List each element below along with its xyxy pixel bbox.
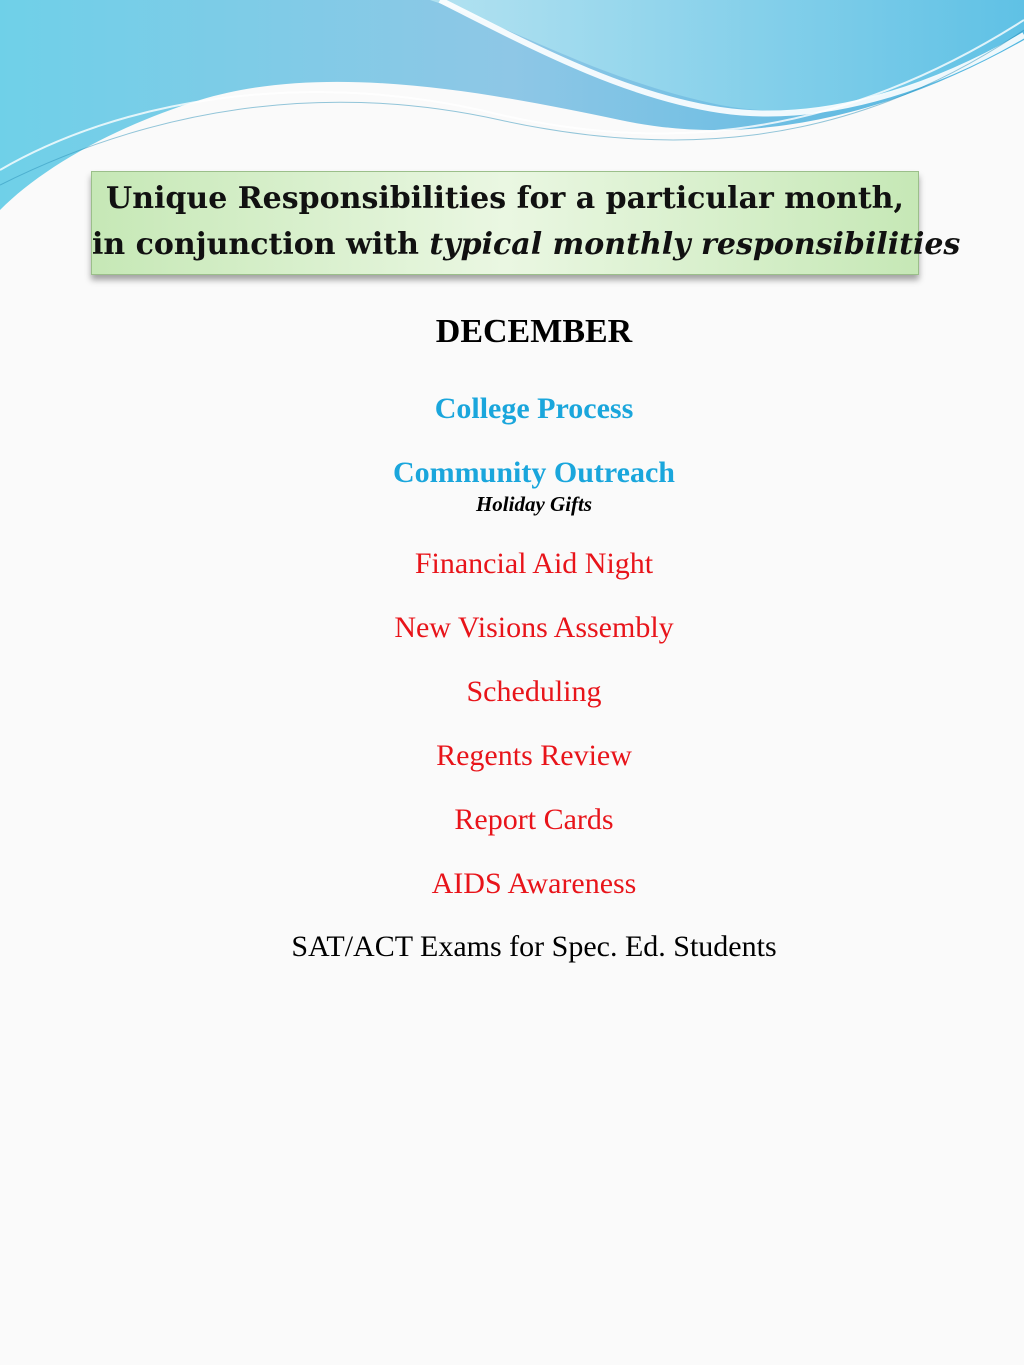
- list-item: New Visions Assembly: [394, 611, 674, 644]
- title-line-2: [92, 222, 961, 268]
- list-item: Report Cards: [454, 803, 614, 836]
- month-heading: DECEMBER: [435, 313, 633, 350]
- community-outreach-subtitle: Holiday Gifts: [475, 492, 593, 516]
- special-item: SAT/ACT Exams for Spec. Ed. Students: [291, 930, 777, 963]
- college-process-heading: College Process: [434, 392, 634, 425]
- community-outreach-heading: Community Outreach: [393, 456, 675, 489]
- title-line-2-regular: in conjunction with: [92, 227, 430, 262]
- title-banner: [91, 171, 961, 275]
- list-item: Scheduling: [466, 675, 602, 708]
- list-item: Regents Review: [436, 739, 632, 772]
- title-line-1: Unique Responsibilities for a particular month,: [106, 181, 904, 216]
- title-line-2-italic: typical monthly responsibilities: [429, 227, 961, 262]
- list-item: AIDS Awareness: [431, 867, 637, 900]
- list-item: Financial Aid Night: [414, 547, 654, 580]
